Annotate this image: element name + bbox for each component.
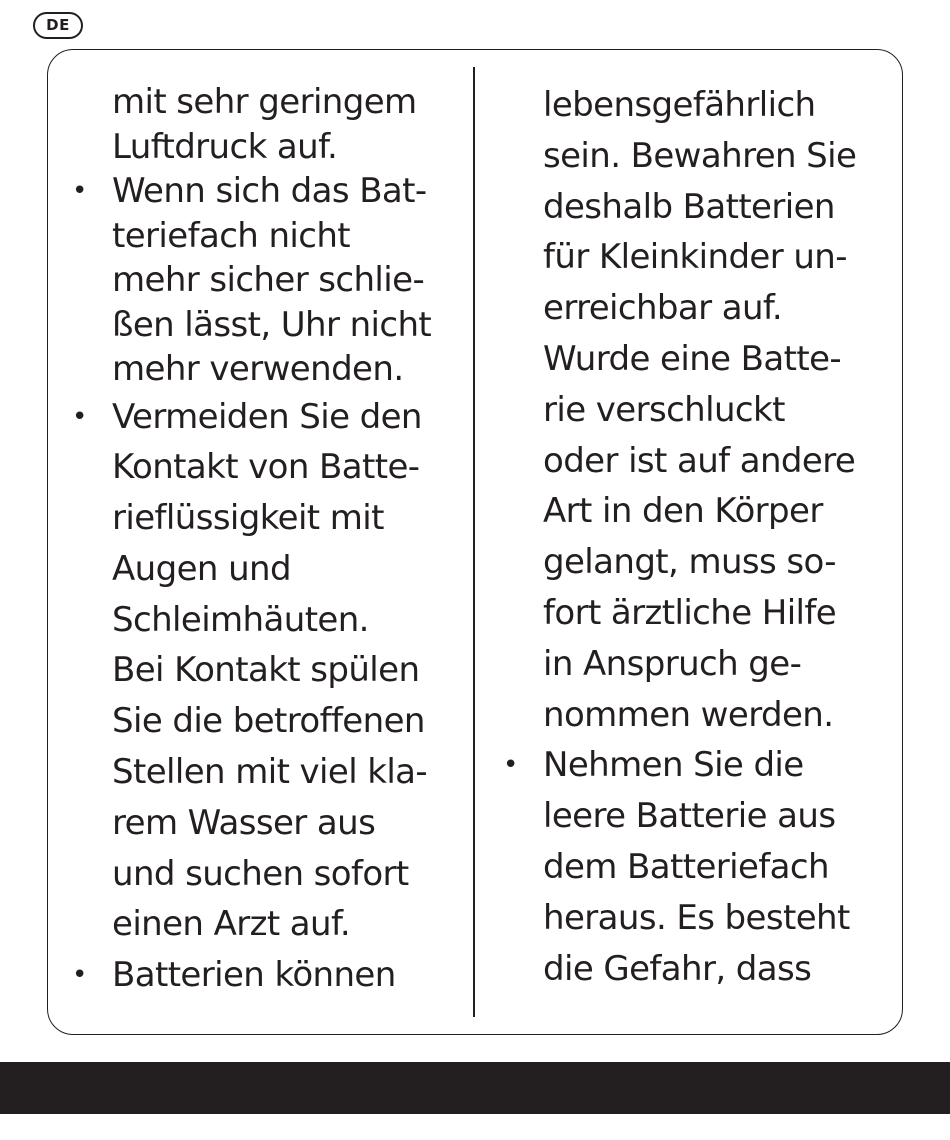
text-line: Bei Kontakt spülen bbox=[112, 650, 420, 691]
text-line: fort ärztliche Hilfe bbox=[543, 592, 837, 633]
text-line: Schleimhäuten. bbox=[112, 599, 369, 640]
text-line: Stellen mit viel kla- bbox=[112, 752, 428, 793]
text-line: einen Arzt auf. bbox=[112, 904, 351, 945]
text-line: teriefach nicht bbox=[112, 215, 351, 256]
footer-bar bbox=[0, 1062, 950, 1114]
text-line: rie verschluckt bbox=[543, 389, 785, 430]
text-line: • Wenn sich das Bat- bbox=[112, 169, 462, 214]
text-line: Art in den Körper bbox=[543, 491, 823, 532]
text-line: ßen lässt, Uhr nicht bbox=[112, 304, 432, 345]
text-line: deshalb Batterien bbox=[543, 186, 835, 227]
text-line: Luftdruck auf. bbox=[112, 126, 338, 167]
text-line: dem Batteriefach bbox=[543, 846, 829, 887]
text-line: leere Batterie aus bbox=[543, 796, 836, 837]
text-line: mehr sicher schlie- bbox=[112, 260, 425, 300]
text-line: nommen werden. bbox=[543, 694, 834, 735]
text-line: Kontakt von Batte- bbox=[112, 447, 420, 488]
text-line: rem Wasser aus bbox=[112, 802, 376, 843]
text-line: in Anspruch ge- bbox=[543, 643, 802, 684]
text-line: mehr verwenden. bbox=[112, 349, 404, 389]
text-line: für Kleinkinder un- bbox=[543, 237, 847, 278]
bullet-icon: • bbox=[72, 176, 87, 206]
text-line: oder ist auf andere bbox=[543, 440, 856, 481]
text-line: Wurde eine Batte- bbox=[543, 338, 842, 379]
text-line: und suchen sofort bbox=[112, 853, 409, 894]
text-line: Sie die betroffenen bbox=[112, 701, 425, 742]
bullet-icon: • bbox=[72, 401, 87, 432]
text-line: heraus. Es besteht bbox=[543, 897, 850, 938]
text-line: mit sehr geringem bbox=[112, 82, 417, 122]
text-line: sein. Bewahren Sie bbox=[543, 135, 857, 176]
text-line: • Batterien können bbox=[112, 950, 462, 1001]
right-column bbox=[503, 80, 893, 994]
text-line: erreichbar auf. bbox=[543, 288, 783, 329]
text-line: gelangt, muss so- bbox=[543, 542, 836, 583]
text-line: lebensgefährlich bbox=[543, 85, 816, 125]
language-badge: DE bbox=[33, 12, 83, 39]
bullet-icon: • bbox=[72, 960, 87, 991]
left-column bbox=[72, 80, 462, 1001]
bullet-icon: • bbox=[503, 750, 518, 781]
column-divider bbox=[473, 67, 475, 1017]
text-line: • Vermeiden Sie den bbox=[112, 392, 462, 443]
text-line: rieflüssigkeit mit bbox=[112, 498, 384, 539]
text-line: die Gefahr, dass bbox=[543, 948, 812, 989]
text-line: • Nehmen Sie die bbox=[543, 740, 893, 791]
text-line: Augen und bbox=[112, 548, 291, 589]
